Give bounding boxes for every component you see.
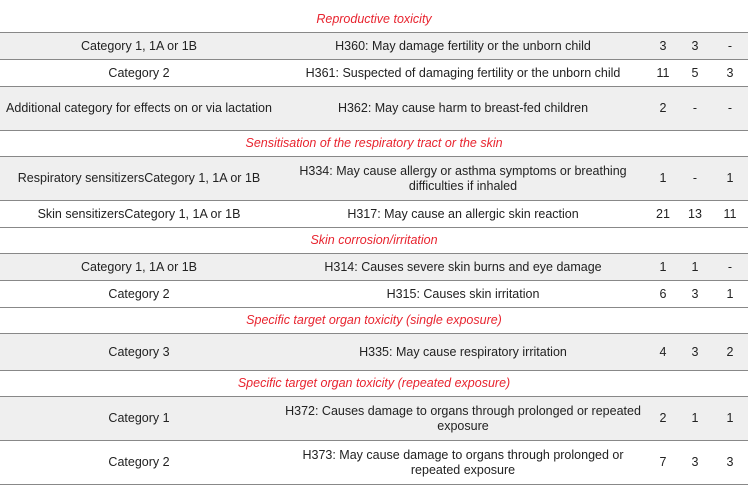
- section-header: [0, 7, 748, 33]
- table-row: [0, 60, 748, 87]
- category-cell: Category 1, 1A or 1B: [0, 33, 278, 60]
- table-row: [0, 157, 748, 201]
- table-row: [0, 87, 748, 131]
- value-cell-1: 1: [648, 254, 678, 281]
- value-cell-1: 2: [648, 397, 678, 441]
- hazard-cell: H317: May cause an allergic skin reaction: [278, 201, 648, 228]
- value-cell-1: 21: [648, 201, 678, 228]
- category-cell: Category 1, 1A or 1B: [0, 254, 278, 281]
- value-cell-2: 5: [678, 60, 712, 87]
- value-cell-2: 3: [678, 441, 712, 485]
- category-cell: Skin sensitizersCategory 1, 1A or 1B: [0, 201, 278, 228]
- section-header: [0, 371, 748, 397]
- hazard-cell: H314: Causes severe skin burns and eye damage: [278, 254, 648, 281]
- hazard-cell: H315: Causes skin irritation: [278, 281, 648, 308]
- hazard-cell: H362: May cause harm to breast-fed children: [278, 87, 648, 131]
- section-header: [0, 308, 748, 334]
- category-cell: Category 1: [0, 397, 278, 441]
- value-cell-3: 1: [712, 397, 748, 441]
- hazard-cell: H335: May cause respiratory irritation: [278, 334, 648, 371]
- hazard-cell: H360: May damage fertility or the unborn child: [278, 33, 648, 60]
- value-cell-2: 13: [678, 201, 712, 228]
- category-cell: Category 2: [0, 60, 278, 87]
- section-title: Sensitisation of the respiratory tract or the skin: [0, 131, 748, 157]
- value-cell-2: 3: [678, 334, 712, 371]
- value-cell-2: -: [678, 87, 712, 131]
- value-cell-3: 11: [712, 201, 748, 228]
- value-cell-1: 3: [648, 33, 678, 60]
- table-row: [0, 397, 748, 441]
- table-row: [0, 33, 748, 60]
- category-cell: Category 3: [0, 334, 278, 371]
- table-row: [0, 441, 748, 485]
- table-row: [0, 254, 748, 281]
- value-cell-1: 2: [648, 87, 678, 131]
- value-cell-2: -: [678, 157, 712, 201]
- section-title: Specific target organ toxicity (single exposure): [0, 308, 748, 334]
- value-cell-3: 3: [712, 441, 748, 485]
- value-cell-2: 3: [678, 281, 712, 308]
- hazard-cell: H334: May cause allergy or asthma symptoms or breathing difficulties if inhaled: [278, 157, 648, 201]
- value-cell-2: 3: [678, 33, 712, 60]
- section-title: Specific target organ toxicity (repeated exposure): [0, 371, 748, 397]
- table-row: [0, 201, 748, 228]
- hazard-cell: H361: Suspected of damaging fertility or the unborn child: [278, 60, 648, 87]
- value-cell-1: 4: [648, 334, 678, 371]
- hazard-cell: H373: May cause damage to organs through prolonged or repeated exposure: [278, 441, 648, 485]
- category-cell: Respiratory sensitizersCategory 1, 1A or 1B: [0, 157, 278, 201]
- category-cell: Category 2: [0, 281, 278, 308]
- value-cell-2: 1: [678, 397, 712, 441]
- value-cell-1: 7: [648, 441, 678, 485]
- section-header: [0, 228, 748, 254]
- value-cell-3: 2: [712, 334, 748, 371]
- value-cell-1: 11: [648, 60, 678, 87]
- hazard-cell: H372: Causes damage to organs through prolonged or repeated exposure: [278, 397, 648, 441]
- category-cell: Category 2: [0, 441, 278, 485]
- value-cell-3: -: [712, 254, 748, 281]
- section-title: Skin corrosion/irritation: [0, 228, 748, 254]
- value-cell-3: 1: [712, 157, 748, 201]
- hazard-table: [0, 7, 748, 485]
- value-cell-3: 3: [712, 60, 748, 87]
- value-cell-1: 6: [648, 281, 678, 308]
- value-cell-1: 1: [648, 157, 678, 201]
- value-cell-2: 1: [678, 254, 712, 281]
- table-row: [0, 334, 748, 371]
- table-row: [0, 281, 748, 308]
- section-title: Reproductive toxicity: [0, 7, 748, 33]
- value-cell-3: -: [712, 87, 748, 131]
- section-header: [0, 131, 748, 157]
- value-cell-3: 1: [712, 281, 748, 308]
- value-cell-3: -: [712, 33, 748, 60]
- category-cell: Additional category for effects on or via lactation: [0, 87, 278, 131]
